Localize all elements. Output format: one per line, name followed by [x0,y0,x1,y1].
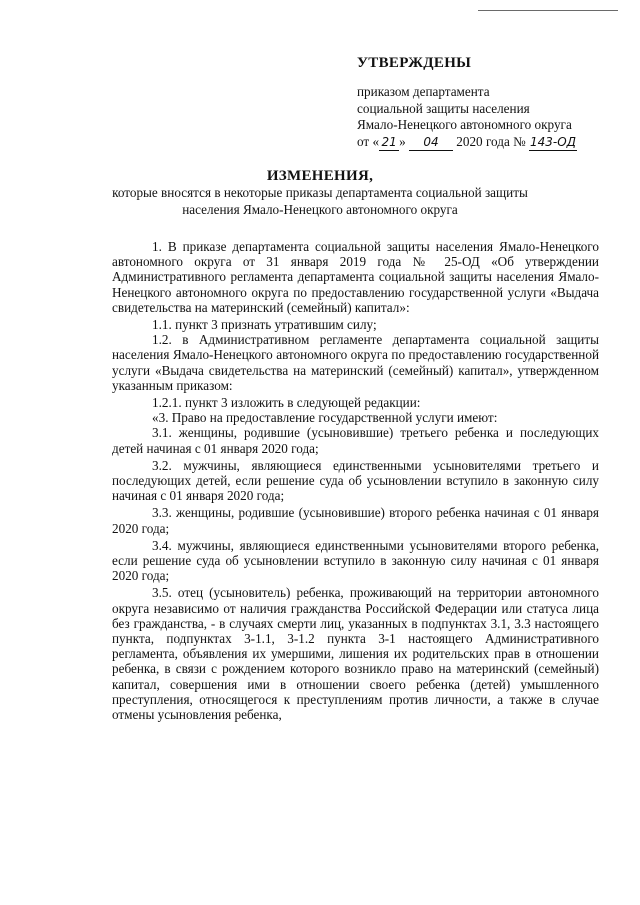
paragraph: 1.1. пункт 3 признать утратившим силу; [152,317,377,333]
date-year: 2020 года № [456,133,526,149]
paragraph: 3.2. мужчины, являющиеся единственными усыновителями третьего и последующих детей, если решение суда об усыновлении вступило в законную силу начиная с 01 января 2020 года; [112,457,599,504]
paragraph: 3.5. отец (усыновитель) ребенка, проживающий на территории автономного округа независимо от наличия гражданства Российской Федерации или статуса лица без гражданства, - в случаях смерти лиц, указанных в подпунктах 3.1, 3.3 настоящего пункта, подпунктах 3-1.1, 3-1.2 пункта 3-1 настоящего Административного регламента, объявления их умершими, лишения их родительских прав в отношении ребенка, в связи с рождением которого возникло право на материнский (семейный) капитал, совершения ими в отношении своего ребенка (детей) умышленного преступления, относящегося к преступлениям против личности, а также в случае отмены усыновления ребенка, [112,585,599,723]
document-title: ИЗМЕНЕНИЯ, [266,168,374,184]
order-line: приказом департамента [357,84,490,99]
date-mid: » [399,133,406,149]
paragraph: 3.4. мужчины, являющиеся единственными усыновителями второго ребенка, если решение суда об усыновлении вступило в законную силу начиная с 01 января 2020 года; [112,537,599,584]
order-reference [357,84,607,151]
date-month: 04 [409,134,453,152]
paragraph: 1. В приказе департамента социальной защиты населения Ямало-Ненецкого автономного округа от 31 января 2019 года № 25-ОД «Об утверждении Административного регламента департамента социальной защиты населения Ямало-Ненецкого автономного округа по предоставлению государственной услуги «Выдача свидетельства на материнский (семейный) капитал»: [112,239,599,315]
order-line: Ямало-Ненецкого автономного округа [357,117,572,132]
order-date-line [357,134,607,152]
paragraph: 3.3. женщины, родившие (усыновившие) второго ребенка начиная с 01 января 2020 года; [112,505,599,536]
top-edge-line [478,10,618,11]
paragraph: «3. Право на предоставление государственной услуги имеют: [152,410,498,426]
paragraph: 1.2. в Административном регламенте департамента социальной защиты населения Ямало-Ненецкого автономного округа по предоставлению государственной услуги «Выдача свидетельства на материнский (семейный) капитал», утвержденном указанным приказом: [112,332,599,393]
date-prefix: от « [357,133,380,149]
document-body [112,239,599,724]
order-number: 143-ОД [529,134,577,152]
approved-heading: УТВЕРЖДЕНЫ [357,55,472,71]
date-day: 21 [379,134,399,152]
order-line: социальной защиты населения [357,100,530,116]
paragraph: 1.2.1. пункт 3 изложить в следующей редакции: [152,395,421,411]
paragraph: 3.1. женщины, родившие (усыновившие) третьего ребенка и последующих детей начиная с 01 января 2020 года; [112,425,599,456]
document-subtitle: которые вносятся в некоторые приказы департамента социальной защиты населения Ямало-Ненецкого автономного округа [112,185,528,217]
